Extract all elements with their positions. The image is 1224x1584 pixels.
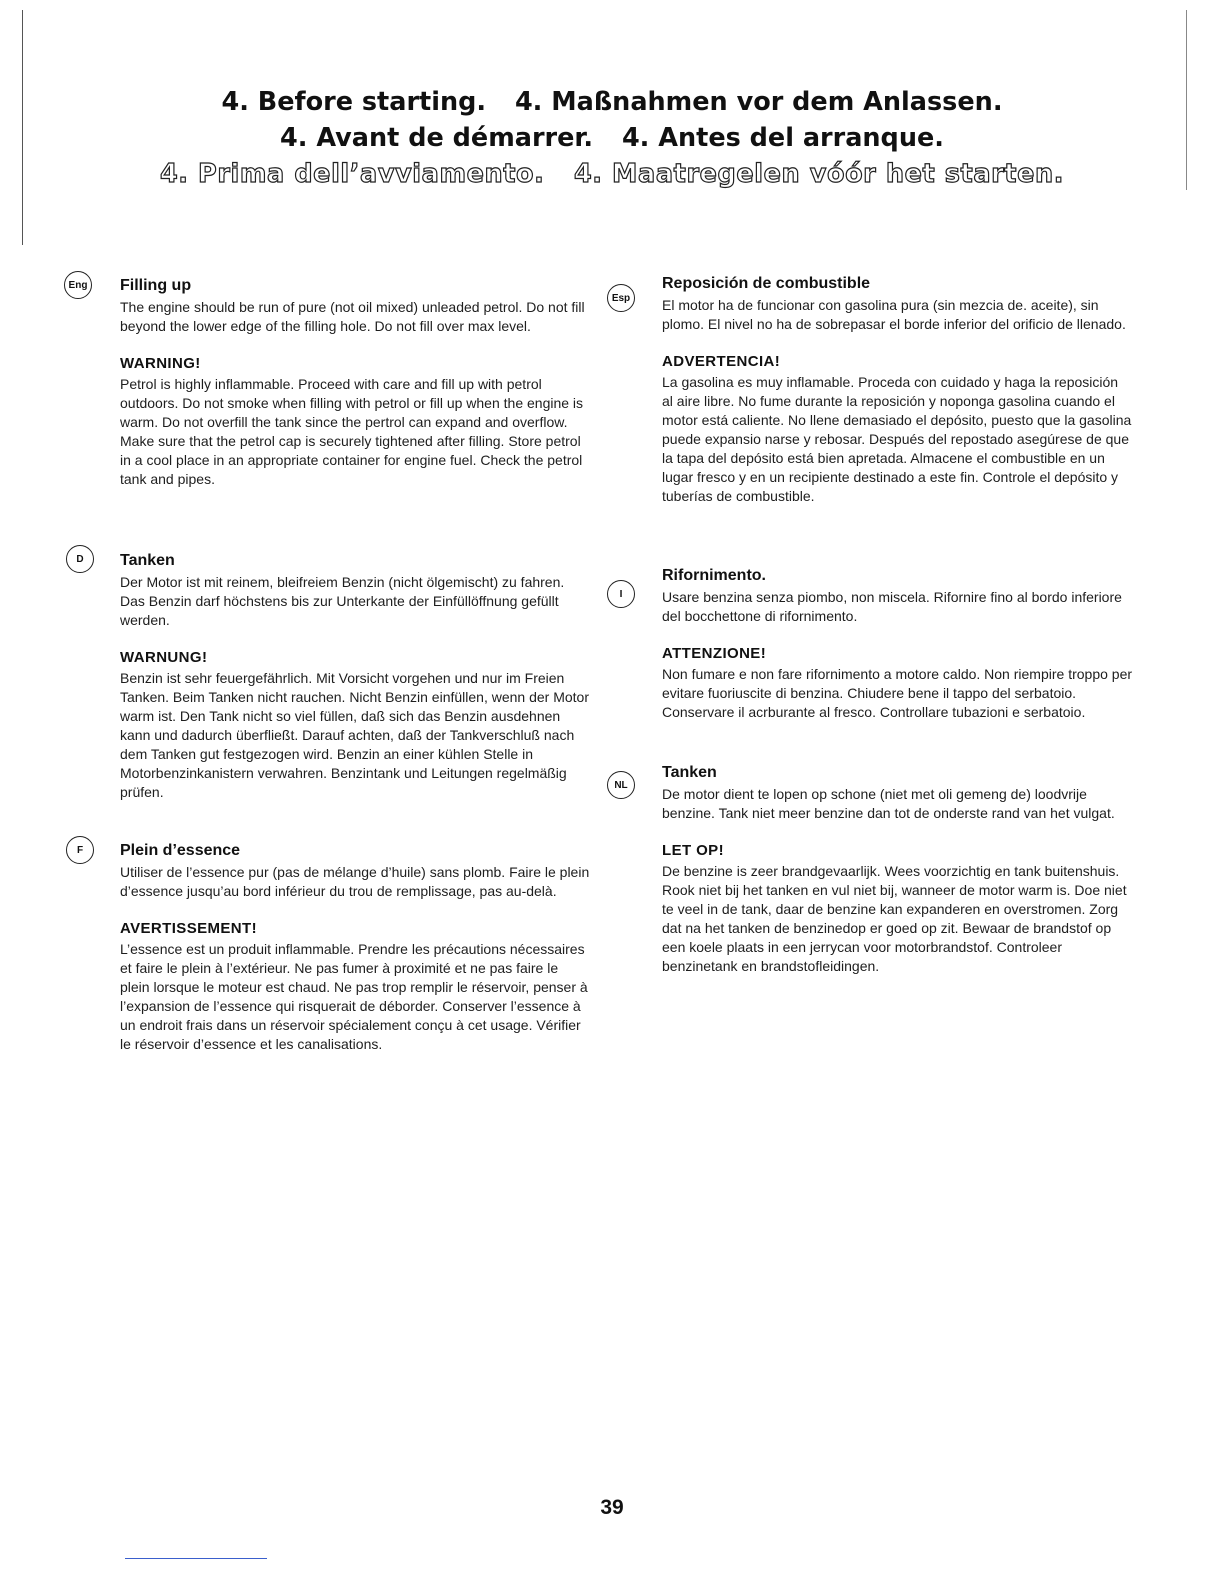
warning-body: De benzine is zeer brandgevaarlijk. Wees voorzichtig en tank buitenshuis. Rook niet bij het tanken en vul niet bij, wanneer de motor warm is. Doe niet te veel in de tank, daar de benzine kan expanderen en overstromen. Zorg dat na het tanken de benzinedop er goed op zit. Bewaar de brandstof op een koele plaats in een jerrycan voor motorbrandstof. Controleer benzinetank en brandstofleidingen. [662, 863, 1127, 974]
section-title: Rifornimento. [662, 567, 766, 584]
section-spanish [662, 274, 1132, 506]
warning-body: L’essence est un produit inflammable. Prendre les précautions nécessaires et faire le plein à l’extérieur. Ne pas fumer à proximité et ne pas faire le plein lorsque le moteur est chaud. Ne pas trop remplir le réservoir, penser à l’expansion de l’essence qui risquerait de déborder. Conserver l’essence à un endroit frais dans un réservoir spécialement conçu à cet usage. Vérifier le réservoir d’essence et les canalisations. [120, 941, 588, 1052]
section-italian [662, 566, 1132, 722]
section-body: Der Motor ist mit reinem, bleifreiem Benzin (nicht ölgemischt) zu fahren. Das Benzin darf höchstens bis zur Unterkante der Einfüllöffnung gefüllt werden. [120, 574, 565, 628]
language-badge-it: I [607, 580, 635, 608]
warning-body: Petrol is highly inflammable. Proceed with care and fill up with petrol outdoors. Do not smoke when filling with petrol or fill up when the engine is warm. Do not overfill the tank since the pertrol can expand and overflow. Make sure that the petrol cap is securely tightened after filling. Store petrol in a cool place in an appropriate container for engine fuel. Check the petrol tank and pipes. [120, 376, 584, 487]
title-german: 4. Maßnahmen vor dem Anlassen. [514, 87, 1003, 117]
warning-title: WARNUNG! [120, 649, 208, 666]
section-dutch [662, 763, 1132, 976]
title-spanish: 4. Antes del arranque. [621, 123, 944, 153]
language-badge-esp: Esp [607, 284, 635, 312]
header-line-3 [0, 156, 1224, 192]
warning-title: LET OP! [662, 842, 724, 859]
warning-body: La gasolina es muy inflamable. Proceda con cuidado y haga la reposición al aire libre. No fume durante la reposición y noponga gasolina cuando el motor está caliente. No llene demasiado el depósito, puesto que la gasolina puede expansio narse y rebosar. Después del repostado asegúrese de que la tapa del depósito está bien apretada. Almacene el combustible en un lugar fresco y en un recipiente destinado a este fin. Controle el depósito y tuberías de combustible. [662, 374, 1132, 504]
section-title: Filling up [120, 277, 192, 294]
warning-title: ATTENZIONE! [662, 645, 767, 662]
title-english: 4. Before starting. [221, 87, 487, 117]
title-dutch: 4. Maatregelen vóór het starten. [573, 159, 1065, 189]
section-body: El motor ha de funcionar con gasolina pura (sin mezcia de. aceite), sin plomo. El nivel no ha de sobrepasar el borde inferior del orificio de llenado. [662, 297, 1126, 332]
warning-title: ADVERTENCIA! [662, 353, 781, 370]
language-badge-eng: Eng [64, 271, 92, 299]
warning-title: WARNING! [120, 355, 201, 372]
language-badge-nl: NL [607, 771, 635, 799]
section-body: The engine should be run of pure (not oil mixed) unleaded petrol. Do not fill beyond the lower edge of the filling hole. Do not fill over max level. [120, 299, 585, 334]
section-german [120, 551, 590, 802]
page-number: 39 [600, 1496, 624, 1519]
page-header [0, 84, 1224, 192]
title-italian: 4. Prima dell’avviamento. [159, 159, 545, 189]
section-body: Utiliser de l’essence pur (pas de mélange d’huile) sans plomb. Faire le plein d’essence jusqu’au bord inférieur du trou de remplissage, pas au-delà. [120, 864, 590, 899]
language-badge-de: D [66, 545, 94, 573]
header-line-1 [0, 84, 1224, 120]
section-title: Reposición de combustible [662, 275, 871, 292]
title-french: 4. Avant de démarrer. [280, 123, 594, 153]
section-body: Usare benzina senza piombo, non miscela. Rifornire fino al bordo inferiore del bocchettone di rifornimento. [662, 589, 1122, 624]
bottom-rule [125, 1558, 267, 1559]
warning-body: Non fumare e non fare rifornimento a motore caldo. Non riempire troppo per evitare fuoriuscite di benzina. Chiudere bene il tappo del serbatoio. Conservare il acrburante al fresco. Controllare tubazioni e serbatoio. [662, 666, 1133, 720]
section-title: Tanken [662, 764, 717, 781]
section-french [120, 841, 590, 1054]
section-english [120, 276, 590, 489]
section-title: Plein d’essence [120, 842, 241, 859]
section-body: De motor dient te lopen op schone (niet met oli gemeng de) loodvrije benzine. Tank niet meer benzine dan tot de onderste rand van het vulgat. [662, 786, 1115, 821]
warning-body: Benzin ist sehr feuergefährlich. Mit Vorsicht vorgehen und nur im Freien Tanken. Beim Tanken nicht rauchen. Nicht Benzin einfüllen, wenn der Motor warm ist. Den Tank nicht so viel füllen, daß sich das Benzin ausdehnen kann und dadurch überfließt. Darauf achten, daß der Tankverschluß nach dem Tanken gut festgezogen wird. Benzin an einer kühlen Stelle in Motorbenzinkanistern verwahren. Benzintank und Leitungen regelmäßig prüfen. [120, 670, 590, 800]
header-line-2 [0, 120, 1224, 156]
warning-title: AVERTISSEMENT! [120, 920, 257, 937]
language-badge-fr: F [66, 836, 94, 864]
section-title: Tanken [120, 552, 175, 569]
